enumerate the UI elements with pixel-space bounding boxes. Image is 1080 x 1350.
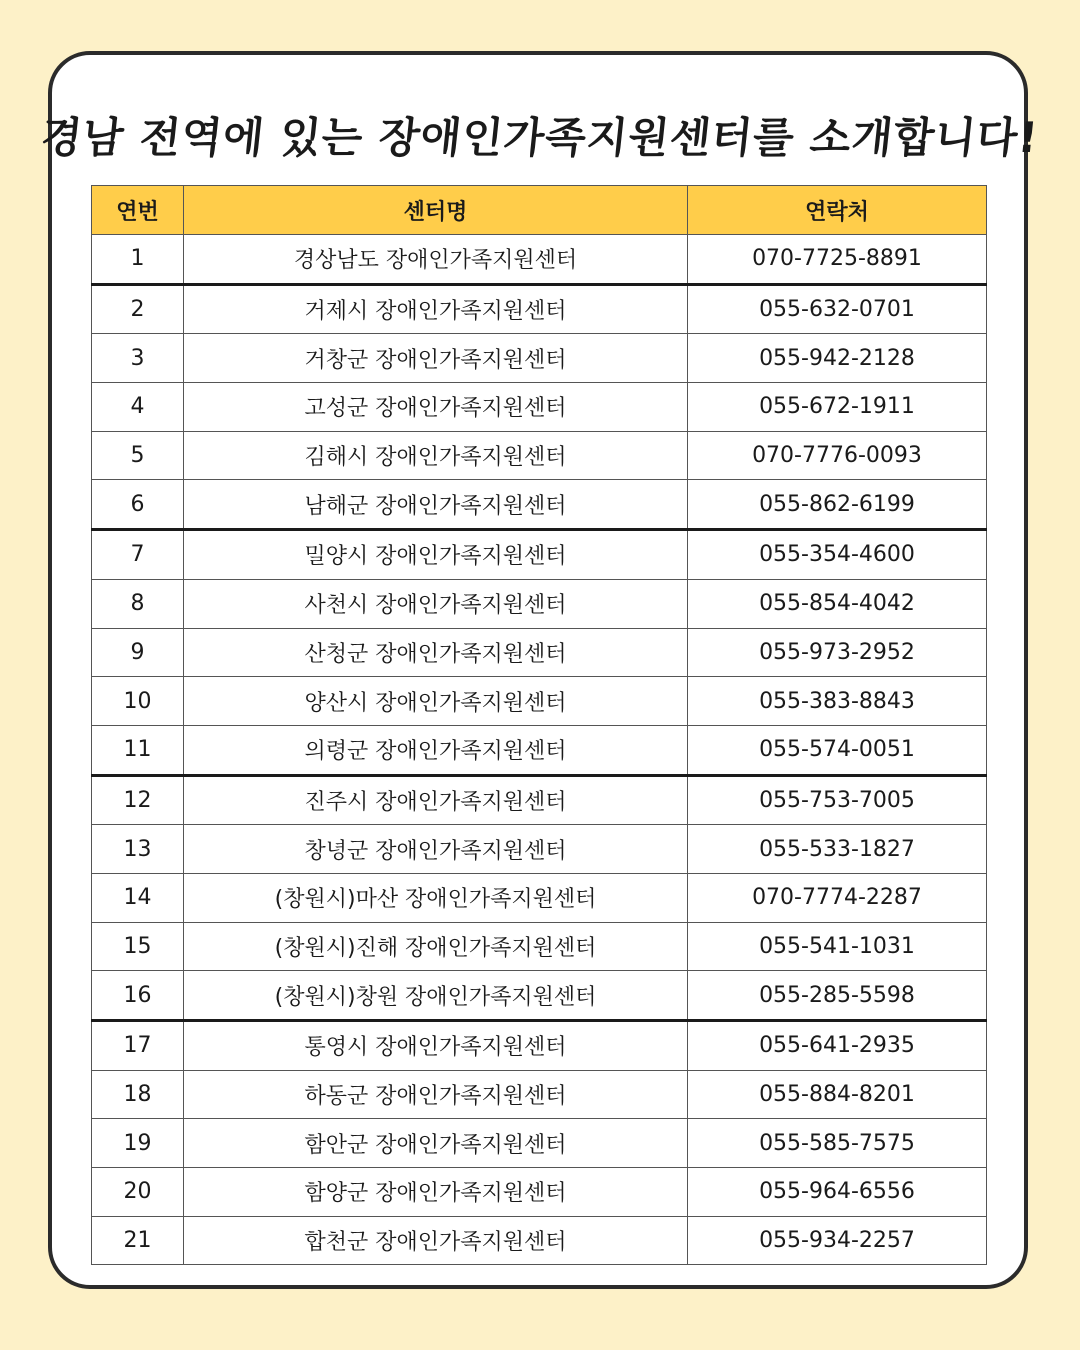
table-row: [92, 530, 987, 580]
row-phone: 055-753-7005: [688, 775, 987, 825]
table-row: [92, 334, 987, 383]
row-number: 3: [92, 334, 184, 383]
header-number: 연번: [92, 186, 184, 235]
row-center-name: 통영시 장애인가족지원센터: [184, 1021, 688, 1071]
row-phone: 055-934-2257: [688, 1216, 987, 1265]
row-phone: 055-354-4600: [688, 530, 987, 580]
row-phone: 055-854-4042: [688, 579, 987, 628]
table-row: [92, 284, 987, 334]
row-number: 15: [92, 922, 184, 971]
row-number: 8: [92, 579, 184, 628]
row-number: 9: [92, 628, 184, 677]
row-number: 16: [92, 971, 184, 1021]
row-center-name: (창원시)마산 장애인가족지원센터: [184, 873, 688, 922]
table-row: [92, 383, 987, 432]
row-phone: 070-7774-2287: [688, 873, 987, 922]
row-number: 11: [92, 725, 184, 775]
row-center-name: 함양군 장애인가족지원센터: [184, 1168, 688, 1217]
row-phone: 055-541-1031: [688, 922, 987, 971]
header-center-name: 센터명: [184, 186, 688, 235]
row-number: 17: [92, 1021, 184, 1071]
table-row: [92, 873, 987, 922]
row-center-name: 합천군 장애인가족지원센터: [184, 1216, 688, 1265]
row-number: 13: [92, 825, 184, 874]
row-number: 1: [92, 235, 184, 285]
row-phone: 055-942-2128: [688, 334, 987, 383]
table-row: [92, 1216, 987, 1265]
table-row: [92, 480, 987, 530]
row-number: 2: [92, 284, 184, 334]
table-row: [92, 579, 987, 628]
row-center-name: (창원시)창원 장애인가족지원센터: [184, 971, 688, 1021]
table-row: [92, 628, 987, 677]
row-center-name: 김해시 장애인가족지원센터: [184, 431, 688, 480]
row-center-name: 진주시 장애인가족지원센터: [184, 775, 688, 825]
row-phone: 055-964-6556: [688, 1168, 987, 1217]
row-phone: 055-383-8843: [688, 677, 987, 726]
row-phone: 055-574-0051: [688, 725, 987, 775]
row-phone: 070-7776-0093: [688, 431, 987, 480]
row-center-name: 남해군 장애인가족지원센터: [184, 480, 688, 530]
table-row: [92, 971, 987, 1021]
row-center-name: (창원시)진해 장애인가족지원센터: [184, 922, 688, 971]
row-phone: 055-632-0701: [688, 284, 987, 334]
row-number: 12: [92, 775, 184, 825]
row-number: 10: [92, 677, 184, 726]
row-center-name: 창녕군 장애인가족지원센터: [184, 825, 688, 874]
page-title: 경남 전역에 있는 장애인가족지원센터를 소개합니다!: [38, 113, 1041, 162]
row-phone: 055-884-8201: [688, 1070, 987, 1119]
row-center-name: 거제시 장애인가족지원센터: [184, 284, 688, 334]
row-center-name: 고성군 장애인가족지원센터: [184, 383, 688, 432]
row-phone: 055-585-7575: [688, 1119, 987, 1168]
table-row: [92, 1070, 987, 1119]
table-row: [92, 677, 987, 726]
row-center-name: 거창군 장애인가족지원센터: [184, 334, 688, 383]
row-number: 20: [92, 1168, 184, 1217]
row-phone: 055-973-2952: [688, 628, 987, 677]
row-phone: 055-285-5598: [688, 971, 987, 1021]
table-header-row: [92, 186, 987, 235]
table-row: [92, 922, 987, 971]
row-center-name: 양산시 장애인가족지원센터: [184, 677, 688, 726]
table-row: [92, 1168, 987, 1217]
table-row: [92, 775, 987, 825]
row-number: 21: [92, 1216, 184, 1265]
row-number: 14: [92, 873, 184, 922]
row-phone: 055-862-6199: [688, 480, 987, 530]
row-center-name: 하동군 장애인가족지원센터: [184, 1070, 688, 1119]
row-center-name: 함안군 장애인가족지원센터: [184, 1119, 688, 1168]
row-center-name: 사천시 장애인가족지원센터: [184, 579, 688, 628]
row-number: 4: [92, 383, 184, 432]
row-center-name: 밀양시 장애인가족지원센터: [184, 530, 688, 580]
row-phone: 055-533-1827: [688, 825, 987, 874]
centers-table: [91, 185, 987, 1265]
row-number: 5: [92, 431, 184, 480]
row-phone: 055-641-2935: [688, 1021, 987, 1071]
table-row: [92, 725, 987, 775]
row-center-name: 경상남도 장애인가족지원센터: [184, 235, 688, 285]
row-center-name: 의령군 장애인가족지원센터: [184, 725, 688, 775]
row-number: 7: [92, 530, 184, 580]
table-row: [92, 431, 987, 480]
table-row: [92, 235, 987, 285]
row-phone: 070-7725-8891: [688, 235, 987, 285]
row-number: 6: [92, 480, 184, 530]
row-number: 19: [92, 1119, 184, 1168]
table-row: [92, 825, 987, 874]
row-number: 18: [92, 1070, 184, 1119]
header-contact: 연락처: [688, 186, 987, 235]
row-center-name: 산청군 장애인가족지원센터: [184, 628, 688, 677]
table-row: [92, 1119, 987, 1168]
row-phone: 055-672-1911: [688, 383, 987, 432]
table-row: [92, 1021, 987, 1071]
